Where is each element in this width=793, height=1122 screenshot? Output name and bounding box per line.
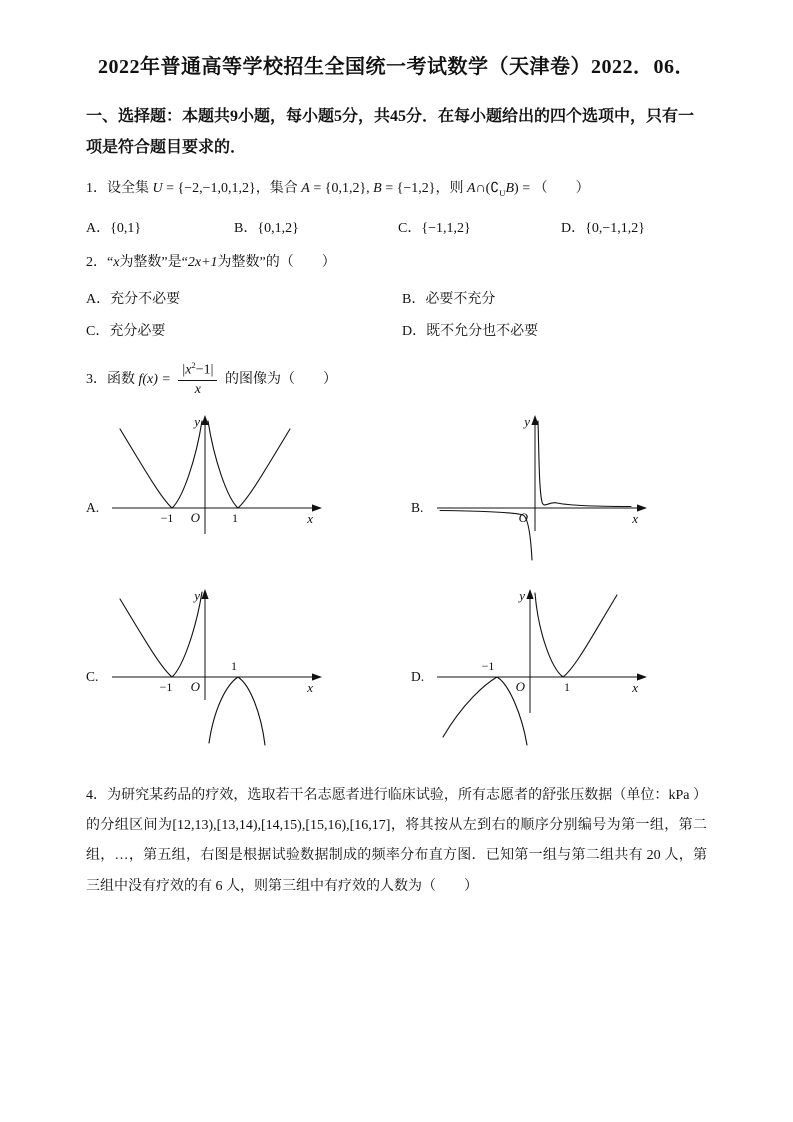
x-axis-label: x (307, 680, 313, 696)
q3-text-2: 的图像为 (221, 371, 281, 387)
graph-b-label: B. (411, 500, 424, 516)
q1-option-d (561, 217, 645, 237)
x-axis-arrow-icon (637, 674, 647, 681)
option-label: C． (86, 323, 110, 339)
x-axis-label: x (307, 511, 313, 527)
answer-blank: （ ） (533, 181, 590, 197)
question-2-stem (86, 251, 707, 275)
question-1-stem (86, 177, 707, 201)
q1-var-a: A (301, 181, 310, 197)
q1-complement-sub: U (499, 188, 506, 199)
q1-option-b (234, 217, 398, 237)
tick-neg1: −1 (159, 680, 173, 695)
x-axis-arrow-icon (312, 674, 322, 681)
graph-c-plot (110, 587, 325, 755)
q1-option-a (86, 217, 234, 237)
q3-num-var: x (185, 362, 192, 378)
option-text: {0,1} (110, 221, 142, 237)
answer-graphs (86, 413, 707, 755)
section-heading: 一、选择题：本题共9小题，每小题5分，共45分．在每小题给出的四个选项中，只有一项是符合题目要求的． (86, 108, 695, 157)
graph-a-plot (110, 413, 325, 563)
q3-fraction (178, 360, 217, 399)
q2-option-a (86, 288, 402, 308)
graph-option-c (86, 587, 411, 755)
q3-num-rest: −1| (195, 362, 214, 378)
y-axis-label: y (194, 414, 200, 430)
curve-left (443, 677, 527, 745)
q4-intervals: [12,13),[13,14),[14,15),[15,16),[16,17] (172, 818, 391, 834)
option-label: C． (398, 221, 422, 237)
question-2-options (86, 288, 707, 340)
y-axis-label: y (519, 588, 525, 604)
origin-label: O (190, 679, 200, 695)
q3-num-exponent: 2 (191, 359, 196, 370)
curve-left (120, 592, 202, 677)
option-text: 充分不必要 (110, 291, 181, 307)
option-label: B． (234, 221, 258, 237)
curve-right (208, 421, 290, 508)
y-axis-label: y (524, 414, 530, 430)
tick-pos1: 1 (232, 511, 238, 526)
answer-blank: （ ） (279, 255, 336, 271)
q1-set-a: = {0,1,2}, (309, 181, 374, 197)
question-3-stem (86, 360, 707, 399)
q2-option-d (402, 320, 707, 340)
q3-fraction-denominator: x (194, 382, 202, 398)
x-axis-arrow-icon (637, 505, 647, 512)
q1-text-1: 1．设全集 (86, 181, 153, 197)
q2-text-2: 为整数”是“ (119, 255, 188, 271)
q1-option-c (398, 217, 561, 237)
origin-label: O (190, 510, 200, 526)
question-1-options (86, 217, 707, 237)
q1-text-3: ，则 (435, 181, 467, 197)
q1-equals: ) = (514, 181, 534, 197)
graph-a-label: A. (86, 500, 100, 516)
y-axis-label: y (194, 588, 200, 604)
option-text: {−1,1,2} (421, 221, 471, 237)
graph-option-d (411, 587, 736, 755)
tick-pos1: 1 (231, 659, 237, 674)
tick-neg1: −1 (481, 659, 495, 674)
graph-d-label: D. (411, 669, 425, 685)
abs-bar: | (182, 362, 186, 378)
option-label: D． (402, 323, 427, 339)
page-title: 2022年普通高等学校招生全国统一考试数学（天津卷）2022．06． (98, 56, 695, 78)
graph-c-label: C. (86, 669, 99, 685)
graph-option-a (86, 413, 411, 563)
origin-label: O (518, 510, 528, 526)
curve-right (209, 677, 265, 745)
option-text: {0,−1,1,2} (585, 221, 645, 237)
q1-text-2: ，集合 (255, 181, 302, 197)
q3-text-1: 3．函数 (86, 371, 139, 387)
q1-set-b: = {−1,2} (381, 181, 436, 197)
y-axis-arrow-icon (201, 589, 208, 599)
graph-option-b (411, 413, 736, 563)
curve-right (535, 593, 617, 677)
q2-text-1: 2．“ (86, 255, 114, 271)
tick-pos1: 1 (564, 680, 570, 695)
option-text: 充分必要 (109, 323, 166, 339)
option-label: A． (86, 221, 111, 237)
x-axis-label: x (632, 511, 638, 527)
y-axis-arrow-icon (201, 415, 208, 425)
q1-var-b2: B (505, 181, 515, 197)
graph-d-plot (435, 587, 650, 755)
option-label: A． (86, 291, 111, 307)
option-text: 既不允分也不必要 (426, 323, 539, 339)
q1-var-a2: A (466, 181, 476, 197)
q2-option-b (402, 288, 707, 308)
option-text: {0,1,2} (257, 221, 299, 237)
q3-function-name: f(x) = (138, 371, 175, 387)
y-axis-arrow-icon (531, 415, 538, 425)
q1-var-u: U (152, 181, 163, 197)
option-text: 必要不充分 (425, 291, 496, 307)
q1-set-u: = {−2,−1,0,1,2} (162, 181, 256, 197)
q2-expression: 2x+1 (187, 255, 218, 271)
graph-b-plot (435, 413, 650, 563)
q1-var-b: B (373, 181, 382, 197)
q4-text-2: ，将其按从左到右的顺序分别编号为第一组，第二组，…，第五组，右图是根据试验数据制成的频率分布直方图．已知第一组与第二组共有 20 人，第三组中没有疗效的有 6 人，则第三组中有疗效的人数为（ ） (86, 818, 708, 894)
q1-complement-symbol: ∩(∁ (475, 181, 500, 197)
curve-left (120, 421, 202, 508)
tick-neg1: −1 (160, 511, 174, 526)
y-axis-arrow-icon (526, 589, 533, 599)
q2-option-c (86, 320, 402, 340)
option-label: D． (561, 221, 586, 237)
q2-var-x: x (113, 255, 120, 271)
x-axis-arrow-icon (312, 505, 322, 512)
x-axis-label: x (632, 680, 638, 696)
question-4-stem (86, 781, 707, 901)
curve-right (538, 421, 631, 507)
origin-label: O (515, 679, 525, 695)
q2-text-3: 为整数”的 (217, 255, 280, 271)
option-label: B． (402, 291, 426, 307)
answer-blank: （ ） (280, 371, 337, 387)
q3-fraction-numerator (178, 360, 217, 381)
q4-text-1: 4．为研究某药品的疗效，选取若干名志愿者进行临床试验，所有志愿者的舒张压数据（单位：kPa ）的分组区间为 (86, 788, 707, 834)
